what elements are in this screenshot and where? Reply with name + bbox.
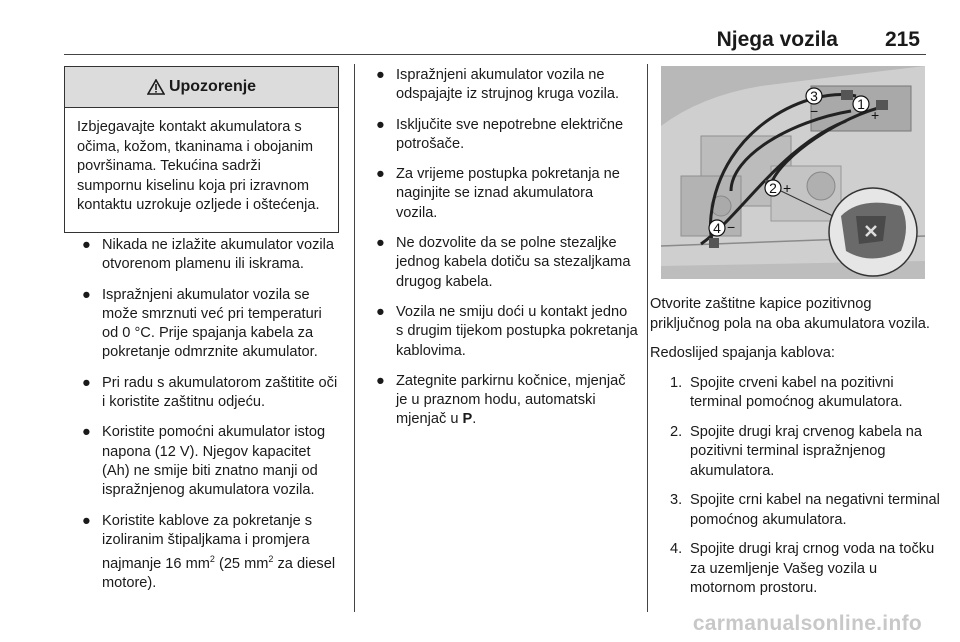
engine-bay-drawing [661,66,925,279]
bullet-icon: ● [376,166,385,183]
warning-triangle-icon [147,79,165,95]
engine-bay-illustration [661,66,925,279]
list-item: ● Zategnite parkirnu kočnice, mjenjač je u praznom hodu, automatski mjenjač u P. [376,372,626,428]
bullet-icon: ● [82,512,91,529]
warning-header [65,67,338,108]
bullet-icon: ● [82,286,91,303]
list-item: ● Ispražnjeni akumulator vozila se može smrznuti već pri temperaturi od 0 °C. Prije spajanja kabela za pokretanje odmrznite akumulator. [82,286,322,361]
minus-sign: − [810,103,819,119]
list-item: 4. Spojite drugi kraj crnog voda na točku za uzemljenje Vašeg vozila u motornom prostoru. [670,541,935,596]
precaution-list [358,66,638,430]
connection-steps [650,374,940,599]
bullet-icon: ● [82,374,91,391]
list-item: 1. Spojite crveni kabel na pozitivni terminal pomoćnog akumulatora. [670,374,903,410]
header-rule [64,54,926,55]
list-item: ● Vozila ne smiju doći u kontakt jedno s drugim tijekom postupka pokretanja kablovima. [376,303,638,359]
bullet-icon: ● [376,235,385,252]
plus-sign: + [783,180,792,196]
list-item: ● Koristite pomoćni akumulator istog napona (12 V). Njegov kapacitet (Ah) ne smije biti znatno manji od ispražnjenog akumulatora vozila. [82,424,326,499]
plus-sign: + [871,107,880,123]
list-item: ● Nikada ne izlažite akumulator vozila otvorenom plamenu ili iskrama. [82,237,334,273]
list-item: ● Za vrijeme postupka pokretanja ne naginjite se iznad akumulatora vozila. [376,166,620,221]
page-number: 215 [884,28,920,51]
intro-paragraph: Otvorite zaštitne kapice pozitivnog priključnog pola na oba akumulatora vozila. [650,296,930,332]
callout-2: 2 [769,180,777,196]
list-item: ● Pri radu s akumulatorom zaštitite oči i koristite zaštitnu odjeću. [82,374,338,411]
bullet-icon: ● [82,237,91,253]
bullet-icon: ● [82,424,91,441]
list-item: 3. Spojite crni kabel na negativni terminal pomoćnog akumulatora. [670,492,940,528]
connection-instructions [650,295,940,609]
callout-1: 1 [857,96,865,112]
warning-text: Izbjegavajte kontakt akumulatora s očima, kožom, tkaninama i obojanim površinama. Tekućina sadrži sumpornu kiselinu koja pri izravnom kontaktu uzrokuje ozljede i oštećenja. [77,119,320,213]
page-header [0,0,960,54]
column-divider [354,64,355,612]
list-item: ● Ne dozvolite da se polne stezaljke jednog kabela dotiču sa stezaljkama drugog kabela. [376,235,631,290]
warning-title: Upozorenje [168,78,257,95]
list-item: ● Ispražnjeni akumulator vozila ne odspajajte iz strujnog kruga vozila. [376,67,620,103]
list-item: 2. Spojite drugi kraj crvenog kabela na pozitivni terminal ispražnjenog akumulatora. [670,423,923,479]
watermark: carmanualsonline.info [692,612,922,635]
warning-box [64,66,339,233]
column-divider [647,64,648,612]
precaution-list [64,236,342,594]
list-item: ● Koristite kablove za pokretanje s izoliranim štipaljkama i promjera najmanje 16 $mm^2$ (25 $mm^2$ za diesel motore). [82,512,336,592]
callout-3: 3 [810,88,818,104]
callout-4: 4 [713,220,721,236]
minus-sign: − [727,219,736,235]
bullet-icon: ● [376,116,385,133]
bullet-icon: ● [376,303,385,320]
bullet-icon: ● [376,372,385,389]
bullet-icon: ● [376,67,385,83]
page-title: Njega vozila [716,28,838,51]
list-item: ● Isključite sve nepotrebne električne potrošače. [376,116,624,152]
sequence-title: Redoslijed spajanja kablova: [650,345,835,361]
